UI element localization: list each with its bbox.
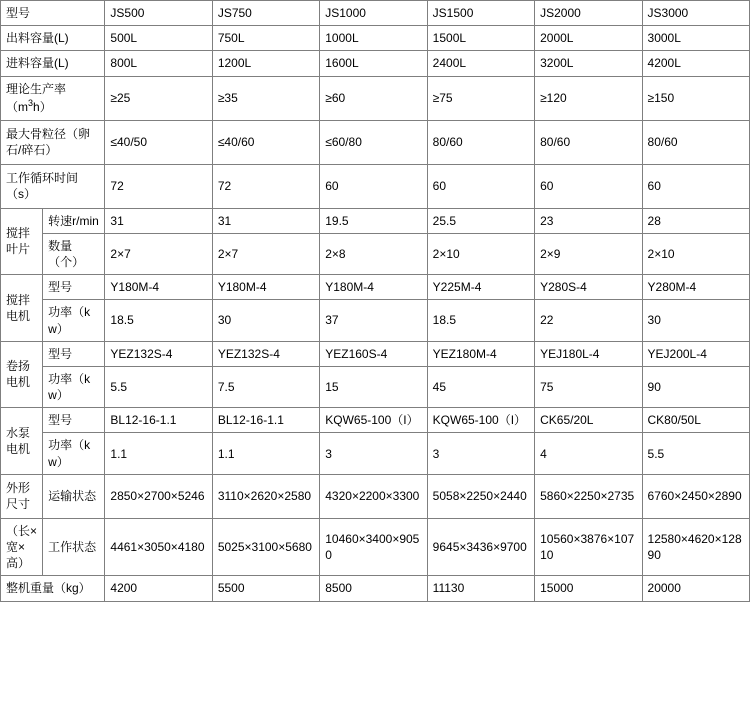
cell-blade-count-4: 2×10 (427, 233, 534, 274)
cell-productivity-2: ≥35 (212, 76, 319, 120)
cell-aggregate-6: 80/60 (642, 120, 749, 164)
cell-model-1: JS500 (105, 1, 212, 26)
sub-label-blade-speed: 转速r/min (43, 208, 105, 233)
table-row (1, 26, 750, 51)
cell-feed-3: 1600L (320, 51, 427, 76)
cell-feed-5: 3200L (535, 51, 642, 76)
row-label-model: 型号 (1, 1, 105, 26)
cell-working-dim-6: 12580×4620×12890 (642, 518, 749, 576)
table-row (1, 1, 750, 26)
cell-cycle-4: 60 (427, 164, 534, 208)
cell-aggregate-4: 80/60 (427, 120, 534, 164)
cell-pump-motor-model-3: KQW65-100（I） (320, 408, 427, 433)
cell-productivity-4: ≥75 (427, 76, 534, 120)
cell-working-dim-5: 10560×3876×10710 (535, 518, 642, 576)
productivity-exponent: 3 (28, 98, 34, 109)
cell-productivity-5: ≥120 (535, 76, 642, 120)
cell-blade-count-6: 2×10 (642, 233, 749, 274)
cell-pump-motor-model-6: CK80/50L (642, 408, 749, 433)
cell-mixing-motor-power-4: 18.5 (427, 300, 534, 341)
cell-cycle-3: 60 (320, 164, 427, 208)
cell-hoist-motor-model-3: YEZ160S-4 (320, 341, 427, 366)
cell-hoist-motor-model-5: YEJ180L-4 (535, 341, 642, 366)
cell-weight-4: 11130 (427, 576, 534, 601)
cell-working-dim-1: 4461×3050×4180 (105, 518, 212, 576)
cell-working-dim-2: 5025×3100×5680 (212, 518, 319, 576)
table-row (1, 366, 750, 407)
cell-model-4: JS1500 (427, 1, 534, 26)
row-label-dimensions-bottom: （长×宽×高） (1, 518, 43, 576)
cell-transport-dim-5: 5860×2250×2735 (535, 474, 642, 518)
cell-productivity-1: ≥25 (105, 76, 212, 120)
cell-blade-speed-3: 19.5 (320, 208, 427, 233)
cell-hoist-motor-power-1: 5.5 (105, 366, 212, 407)
row-label-dimensions-top: 外形尺寸 (1, 474, 43, 518)
row-label-max-aggregate: 最大骨粒径（卵石/碎石） (1, 120, 105, 164)
table-row (1, 76, 750, 120)
cell-model-2: JS750 (212, 1, 319, 26)
cell-productivity-3: ≥60 (320, 76, 427, 120)
cell-blade-speed-6: 28 (642, 208, 749, 233)
cell-transport-dim-4: 5058×2250×2440 (427, 474, 534, 518)
cell-discharge-2: 750L (212, 26, 319, 51)
cell-hoist-motor-power-4: 45 (427, 366, 534, 407)
cell-feed-1: 800L (105, 51, 212, 76)
cell-weight-1: 4200 (105, 576, 212, 601)
cell-discharge-4: 1500L (427, 26, 534, 51)
table-row (1, 300, 750, 341)
cell-blade-count-3: 2×8 (320, 233, 427, 274)
sub-label-pump-motor-model: 型号 (43, 408, 105, 433)
row-label-water-pump-motor: 水泵电机 (1, 408, 43, 475)
cell-productivity-6: ≥150 (642, 76, 749, 120)
cell-cycle-2: 72 (212, 164, 319, 208)
table-row (1, 433, 750, 474)
sub-label-hoist-motor-power: 功率（kw） (43, 366, 105, 407)
cell-working-dim-4: 9645×3436×9700 (427, 518, 534, 576)
cell-aggregate-3: ≤60/80 (320, 120, 427, 164)
cell-hoist-motor-power-6: 90 (642, 366, 749, 407)
cell-pump-motor-power-4: 3 (427, 433, 534, 474)
sub-label-mixing-motor-model: 型号 (43, 275, 105, 300)
cell-hoist-motor-power-3: 15 (320, 366, 427, 407)
row-label-mixing-motor: 搅拌电机 (1, 275, 43, 342)
cell-model-6: JS3000 (642, 1, 749, 26)
cell-blade-count-1: 2×7 (105, 233, 212, 274)
cell-pump-motor-power-2: 1.1 (212, 433, 319, 474)
cell-blade-speed-5: 23 (535, 208, 642, 233)
cell-pump-motor-model-4: KQW65-100（I） (427, 408, 534, 433)
cell-mixing-motor-power-1: 18.5 (105, 300, 212, 341)
table-row (1, 474, 750, 518)
cell-discharge-3: 1000L (320, 26, 427, 51)
cell-blade-count-2: 2×7 (212, 233, 319, 274)
cell-mixing-motor-model-2: Y180M-4 (212, 275, 319, 300)
row-label-discharge-capacity: 出料容量(L) (1, 26, 105, 51)
sub-label-working-state: 工作状态 (43, 518, 105, 576)
table-row (1, 233, 750, 274)
table-row (1, 51, 750, 76)
cell-mixing-motor-power-2: 30 (212, 300, 319, 341)
cell-transport-dim-2: 3110×2620×2580 (212, 474, 319, 518)
cell-mixing-motor-model-4: Y225M-4 (427, 275, 534, 300)
table-row (1, 518, 750, 576)
sub-label-pump-motor-power: 功率（kw） (43, 433, 105, 474)
row-label-hoist-motor: 卷扬电机 (1, 341, 43, 408)
cell-pump-motor-model-5: CK65/20L (535, 408, 642, 433)
cell-weight-2: 5500 (212, 576, 319, 601)
productivity-label-line3: h） (33, 100, 52, 115)
cell-discharge-5: 2000L (535, 26, 642, 51)
row-label-feed-capacity: 进料容量(L) (1, 51, 105, 76)
cell-hoist-motor-power-5: 75 (535, 366, 642, 407)
cell-transport-dim-1: 2850×2700×5246 (105, 474, 212, 518)
cell-cycle-6: 60 (642, 164, 749, 208)
cell-discharge-1: 500L (105, 26, 212, 51)
sub-label-transport-state: 运输状态 (43, 474, 105, 518)
table-row (1, 275, 750, 300)
sub-label-hoist-motor-model: 型号 (43, 341, 105, 366)
table-row (1, 164, 750, 208)
table-row (1, 341, 750, 366)
cell-aggregate-2: ≤40/60 (212, 120, 319, 164)
cell-cycle-1: 72 (105, 164, 212, 208)
cell-transport-dim-3: 4320×2200×3300 (320, 474, 427, 518)
cell-mixing-motor-model-1: Y180M-4 (105, 275, 212, 300)
cell-mixing-motor-model-5: Y280S-4 (535, 275, 642, 300)
cell-weight-6: 20000 (642, 576, 749, 601)
productivity-label-line2: （m (6, 100, 28, 115)
row-label-cycle-time: 工作循环时间（s） (1, 164, 105, 208)
cell-model-5: JS2000 (535, 1, 642, 26)
cell-mixing-motor-power-5: 22 (535, 300, 642, 341)
cell-pump-motor-power-5: 4 (535, 433, 642, 474)
cell-hoist-motor-model-6: YEJ200L-4 (642, 341, 749, 366)
cell-mixing-motor-power-3: 37 (320, 300, 427, 341)
table-row (1, 576, 750, 601)
cell-blade-speed-4: 25.5 (427, 208, 534, 233)
cell-mixing-motor-model-3: Y180M-4 (320, 275, 427, 300)
cell-model-3: JS1000 (320, 1, 427, 26)
cell-aggregate-1: ≤40/50 (105, 120, 212, 164)
row-label-total-weight: 整机重量（kg） (1, 576, 105, 601)
cell-hoist-motor-model-1: YEZ132S-4 (105, 341, 212, 366)
cell-weight-5: 15000 (535, 576, 642, 601)
cell-weight-3: 8500 (320, 576, 427, 601)
cell-pump-motor-model-1: BL12-16-1.1 (105, 408, 212, 433)
cell-pump-motor-power-3: 3 (320, 433, 427, 474)
cell-discharge-6: 3000L (642, 26, 749, 51)
cell-feed-6: 4200L (642, 51, 749, 76)
cell-cycle-5: 60 (535, 164, 642, 208)
cell-mixing-motor-power-6: 30 (642, 300, 749, 341)
cell-working-dim-3: 10460×3400×9050 (320, 518, 427, 576)
cell-hoist-motor-model-2: YEZ132S-4 (212, 341, 319, 366)
cell-feed-2: 1200L (212, 51, 319, 76)
cell-transport-dim-6: 6760×2450×2890 (642, 474, 749, 518)
table-row (1, 120, 750, 164)
row-label-productivity (1, 76, 105, 120)
cell-blade-count-5: 2×9 (535, 233, 642, 274)
productivity-label-line1: 理论生产率 (6, 81, 67, 96)
cell-blade-speed-1: 31 (105, 208, 212, 233)
table-row (1, 408, 750, 433)
cell-hoist-motor-power-2: 7.5 (212, 366, 319, 407)
cell-pump-motor-power-6: 5.5 (642, 433, 749, 474)
cell-hoist-motor-model-4: YEZ180M-4 (427, 341, 534, 366)
table-row (1, 208, 750, 233)
sub-label-blade-count: 数量（个） (43, 233, 105, 274)
cell-feed-4: 2400L (427, 51, 534, 76)
cell-aggregate-5: 80/60 (535, 120, 642, 164)
cell-pump-motor-power-1: 1.1 (105, 433, 212, 474)
cell-pump-motor-model-2: BL12-16-1.1 (212, 408, 319, 433)
cell-mixing-motor-model-6: Y280M-4 (642, 275, 749, 300)
row-label-mixing-blade: 搅拌叶片 (1, 208, 43, 275)
sub-label-mixing-motor-power: 功率（kw） (43, 300, 105, 341)
cell-blade-speed-2: 31 (212, 208, 319, 233)
